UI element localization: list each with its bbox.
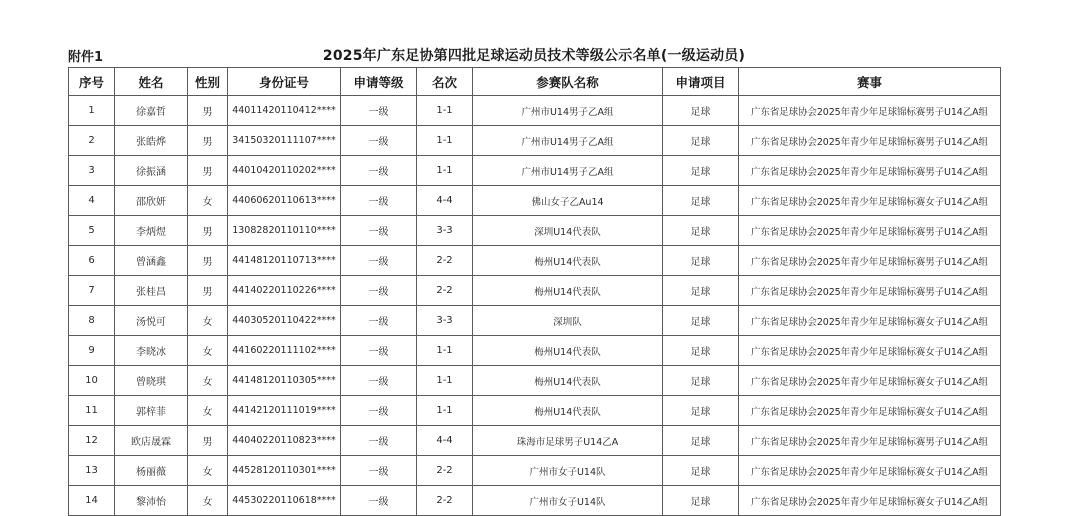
cell-gender: 男 [188, 156, 228, 186]
cell-rank: 1-1 [417, 96, 473, 126]
cell-id-number: 44148120110713**** [228, 246, 341, 276]
cell-event: 广东省足球协会2025年青少年足球锦标赛女子U14乙A组 [739, 396, 1001, 426]
cell-gender: 男 [188, 246, 228, 276]
cell-event: 广东省足球协会2025年青少年足球锦标赛女子U14乙A组 [739, 186, 1001, 216]
cell-grade: 一级 [341, 456, 417, 486]
cell-name: 曾晓琪 [115, 366, 188, 396]
cell-gender: 女 [188, 336, 228, 366]
cell-team: 广州市女子U14队 [473, 486, 663, 516]
cell-event: 广东省足球协会2025年青少年足球锦标赛女子U14乙A组 [739, 336, 1001, 366]
column-header-name: 姓名 [115, 68, 188, 96]
cell-sport: 足球 [663, 216, 739, 246]
document-title: 2025年广东足协第四批足球运动员技术等级公示名单(一级运动员) [322, 48, 746, 64]
cell-sport: 足球 [663, 336, 739, 366]
cell-name: 张桂昌 [115, 276, 188, 306]
cell-id-number: 44040220110823**** [228, 426, 341, 456]
cell-sport: 足球 [663, 456, 739, 486]
cell-event: 广东省足球协会2025年青少年足球锦标赛男子U14乙A组 [739, 246, 1001, 276]
cell-index: 14 [69, 486, 115, 516]
cell-name: 曾涵鑫 [115, 246, 188, 276]
cell-index: 6 [69, 246, 115, 276]
cell-rank: 4-4 [417, 186, 473, 216]
cell-name: 李晓冰 [115, 336, 188, 366]
cell-rank: 1-1 [417, 366, 473, 396]
table-body [69, 96, 1001, 516]
cell-gender: 男 [188, 96, 228, 126]
cell-id-number: 44010420110202**** [228, 156, 341, 186]
table-header-row [69, 68, 1001, 96]
cell-rank: 1-1 [417, 126, 473, 156]
cell-id-number: 44140220110226**** [228, 276, 341, 306]
cell-name: 汤悦可 [115, 306, 188, 336]
cell-gender: 男 [188, 126, 228, 156]
cell-grade: 一级 [341, 156, 417, 186]
cell-index: 11 [69, 396, 115, 426]
cell-team: 广州市U14男子乙A组 [473, 156, 663, 186]
cell-team: 广州市女子U14队 [473, 456, 663, 486]
cell-sport: 足球 [663, 396, 739, 426]
cell-name: 李炳煜 [115, 216, 188, 246]
cell-grade: 一级 [341, 396, 417, 426]
cell-name: 张皓烨 [115, 126, 188, 156]
table-row [69, 336, 1001, 366]
cell-index: 4 [69, 186, 115, 216]
cell-sport: 足球 [663, 246, 739, 276]
cell-id-number: 44160220111102**** [228, 336, 341, 366]
cell-rank: 1-1 [417, 396, 473, 426]
cell-index: 7 [69, 276, 115, 306]
cell-id-number: 44148120110305**** [228, 366, 341, 396]
cell-index: 1 [69, 96, 115, 126]
column-header-sport: 申请项目 [663, 68, 739, 96]
cell-index: 12 [69, 426, 115, 456]
cell-sport: 足球 [663, 426, 739, 456]
cell-rank: 2-2 [417, 246, 473, 276]
cell-name: 郭梓菲 [115, 396, 188, 426]
cell-gender: 男 [188, 426, 228, 456]
cell-id-number: 44528120110301**** [228, 456, 341, 486]
cell-rank: 2-2 [417, 456, 473, 486]
cell-sport: 足球 [663, 156, 739, 186]
column-header-gender: 性别 [188, 68, 228, 96]
cell-event: 广东省足球协会2025年青少年足球锦标赛男子U14乙A组 [739, 156, 1001, 186]
cell-id-number: 44011420110412**** [228, 96, 341, 126]
cell-team: 佛山女子乙Au14 [473, 186, 663, 216]
cell-rank: 2-2 [417, 486, 473, 516]
table-row [69, 396, 1001, 426]
cell-team: 广州市U14男子乙A组 [473, 96, 663, 126]
cell-grade: 一级 [341, 336, 417, 366]
attachment-label: 附件1 [68, 50, 104, 65]
table-row [69, 426, 1001, 456]
cell-team: 珠海市足球男子U14乙A [473, 426, 663, 456]
cell-sport: 足球 [663, 126, 739, 156]
cell-grade: 一级 [341, 306, 417, 336]
cell-grade: 一级 [341, 246, 417, 276]
table-row [69, 186, 1001, 216]
cell-event: 广东省足球协会2025年青少年足球锦标赛女子U14乙A组 [739, 366, 1001, 396]
cell-event: 广东省足球协会2025年青少年足球锦标赛女子U14乙A组 [739, 456, 1001, 486]
column-header-index: 序号 [69, 68, 115, 96]
table-row [69, 306, 1001, 336]
cell-gender: 女 [188, 306, 228, 336]
table-row [69, 276, 1001, 306]
cell-team: 深圳U14代表队 [473, 216, 663, 246]
cell-event: 广东省足球协会2025年青少年足球锦标赛男子U14乙A组 [739, 96, 1001, 126]
column-header-team: 参赛队名称 [473, 68, 663, 96]
cell-team: 广州市U14男子乙A组 [473, 126, 663, 156]
table-row [69, 246, 1001, 276]
cell-gender: 女 [188, 396, 228, 426]
cell-rank: 3-3 [417, 216, 473, 246]
cell-sport: 足球 [663, 276, 739, 306]
cell-rank: 2-2 [417, 276, 473, 306]
cell-gender: 男 [188, 216, 228, 246]
athlete-list-table [68, 67, 1001, 516]
cell-gender: 男 [188, 276, 228, 306]
table-row [69, 126, 1001, 156]
table-row [69, 366, 1001, 396]
cell-gender: 女 [188, 456, 228, 486]
cell-event: 广东省足球协会2025年青少年足球锦标赛男子U14乙A组 [739, 216, 1001, 246]
column-header-id-number: 身份证号 [228, 68, 341, 96]
cell-event: 广东省足球协会2025年青少年足球锦标赛男子U14乙A组 [739, 276, 1001, 306]
cell-grade: 一级 [341, 426, 417, 456]
cell-id-number: 34150320111107**** [228, 126, 341, 156]
cell-name: 欧店晟霖 [115, 426, 188, 456]
cell-team: 梅州U14代表队 [473, 246, 663, 276]
cell-id-number: 44030520110422**** [228, 306, 341, 336]
cell-grade: 一级 [341, 366, 417, 396]
cell-name: 徐嘉哲 [115, 96, 188, 126]
cell-id-number: 44142120111019**** [228, 396, 341, 426]
cell-name: 徐振涵 [115, 156, 188, 186]
cell-team: 梅州U14代表队 [473, 336, 663, 366]
cell-gender: 女 [188, 186, 228, 216]
cell-sport: 足球 [663, 186, 739, 216]
table-row [69, 486, 1001, 516]
cell-team: 深圳队 [473, 306, 663, 336]
cell-index: 9 [69, 336, 115, 366]
cell-index: 13 [69, 456, 115, 486]
column-header-rank: 名次 [417, 68, 473, 96]
table-row [69, 96, 1001, 126]
cell-event: 广东省足球协会2025年青少年足球锦标赛女子U14乙A组 [739, 486, 1001, 516]
cell-sport: 足球 [663, 306, 739, 336]
cell-gender: 女 [188, 486, 228, 516]
table-row [69, 156, 1001, 186]
cell-event: 广东省足球协会2025年青少年足球锦标赛男子U14乙A组 [739, 126, 1001, 156]
cell-sport: 足球 [663, 96, 739, 126]
cell-id-number: 44530220110618**** [228, 486, 341, 516]
cell-index: 8 [69, 306, 115, 336]
cell-gender: 女 [188, 366, 228, 396]
cell-grade: 一级 [341, 96, 417, 126]
cell-sport: 足球 [663, 486, 739, 516]
cell-team: 梅州U14代表队 [473, 396, 663, 426]
cell-rank: 1-1 [417, 336, 473, 366]
cell-name: 邵欣妍 [115, 186, 188, 216]
cell-event: 广东省足球协会2025年青少年足球锦标赛女子U14乙A组 [739, 306, 1001, 336]
cell-index: 2 [69, 126, 115, 156]
document-header [68, 44, 1000, 66]
cell-rank: 3-3 [417, 306, 473, 336]
cell-index: 3 [69, 156, 115, 186]
table-row [69, 216, 1001, 246]
cell-id-number: 44060620110613**** [228, 186, 341, 216]
cell-event: 广东省足球协会2025年青少年足球锦标赛男子U14乙A组 [739, 426, 1001, 456]
cell-team: 梅州U14代表队 [473, 366, 663, 396]
column-header-event: 赛事 [739, 68, 1001, 96]
table-row [69, 456, 1001, 486]
cell-grade: 一级 [341, 276, 417, 306]
cell-sport: 足球 [663, 366, 739, 396]
cell-index: 5 [69, 216, 115, 246]
cell-rank: 1-1 [417, 156, 473, 186]
column-header-grade: 申请等级 [341, 68, 417, 96]
cell-team: 梅州U14代表队 [473, 276, 663, 306]
cell-name: 杨丽薇 [115, 456, 188, 486]
cell-grade: 一级 [341, 126, 417, 156]
cell-id-number: 13082820110110**** [228, 216, 341, 246]
cell-grade: 一级 [341, 216, 417, 246]
cell-name: 黎沛怡 [115, 486, 188, 516]
cell-grade: 一级 [341, 486, 417, 516]
cell-rank: 4-4 [417, 426, 473, 456]
cell-index: 10 [69, 366, 115, 396]
cell-grade: 一级 [341, 186, 417, 216]
